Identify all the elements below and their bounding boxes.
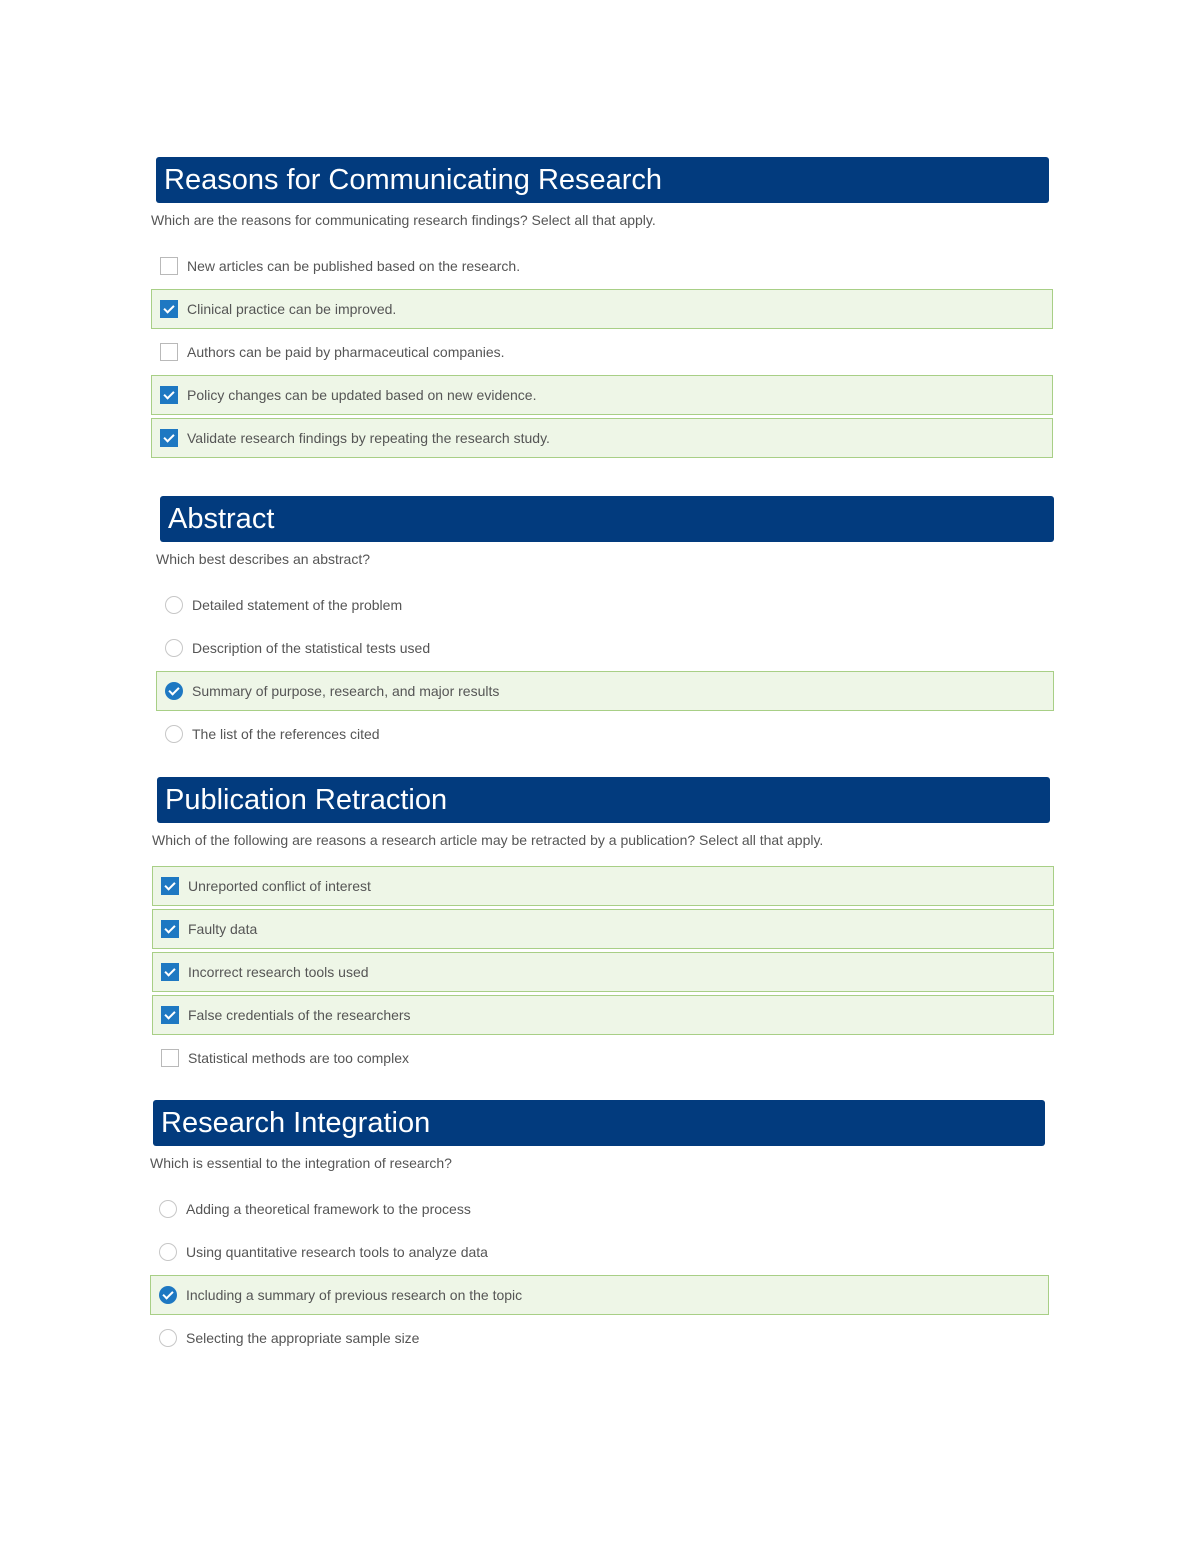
checkbox[interactable] [160,386,178,404]
option-checkbox[interactable] [152,1038,1054,1078]
option-label: Selecting the appropriate sample size [186,1330,420,1346]
option-label: Clinical practice can be improved. [187,301,397,317]
radio-button[interactable] [165,596,183,614]
radio-button[interactable] [159,1243,177,1261]
option-checkbox[interactable] [151,332,1053,372]
checkbox[interactable] [161,920,179,938]
section-header: Abstract [160,496,1054,542]
option-checkbox[interactable] [151,418,1053,458]
option-checkbox[interactable] [151,246,1053,286]
option-checkbox[interactable] [152,909,1054,949]
checkbox[interactable] [161,1006,179,1024]
question-text: Which are the reasons for communicating research findings? Select all that apply. [151,212,656,228]
option-checkbox[interactable] [151,375,1053,415]
radio-button[interactable] [159,1286,177,1304]
option-checkbox[interactable] [152,995,1054,1035]
option-checkbox[interactable] [151,289,1053,329]
option-radio[interactable] [156,671,1054,711]
checkbox[interactable] [161,877,179,895]
option-radio[interactable] [156,714,1054,754]
option-radio[interactable] [150,1232,1049,1272]
option-label: Authors can be paid by pharmaceutical companies. [187,344,505,360]
option-radio[interactable] [150,1275,1049,1315]
option-radio[interactable] [150,1189,1049,1229]
checkbox[interactable] [161,963,179,981]
quiz-abstract [156,496,1054,757]
checkbox[interactable] [160,257,178,275]
radio-button[interactable] [165,725,183,743]
option-label: Summary of purpose, research, and major results [192,683,500,699]
option-radio[interactable] [156,628,1054,668]
option-label: Adding a theoretical framework to the process [186,1201,471,1217]
option-label: Including a summary of previous research on the topic [186,1287,523,1303]
option-label: New articles can be published based on the research. [187,258,521,274]
radio-button[interactable] [165,639,183,657]
section-header: Publication Retraction [157,777,1050,823]
quiz-research-integration [150,1100,1049,1361]
radio-button[interactable] [159,1329,177,1347]
option-label: Validate research findings by repeating the research study. [187,430,550,446]
option-checkbox[interactable] [152,952,1054,992]
section-header: Research Integration [153,1100,1045,1146]
question-text: Which is essential to the integration of research? [150,1155,452,1171]
section-header: Reasons for Communicating Research [156,157,1049,203]
checkbox[interactable] [160,429,178,447]
quiz-publication-retraction [152,777,1054,1081]
option-label: Unreported conflict of interest [188,878,371,894]
checkbox[interactable] [160,300,178,318]
checkbox[interactable] [161,1049,179,1067]
option-radio[interactable] [156,585,1054,625]
option-label: The list of the references cited [192,726,380,742]
quiz-reasons-for-communicating-research [151,157,1053,461]
option-radio[interactable] [150,1318,1049,1358]
checkbox[interactable] [160,343,178,361]
option-label: Faulty data [188,921,258,937]
option-label: Description of the statistical tests used [192,640,431,656]
option-checkbox[interactable] [152,866,1054,906]
option-label: Statistical methods are too complex [188,1050,409,1066]
option-label: False credentials of the researchers [188,1007,411,1023]
question-text: Which best describes an abstract? [156,551,370,567]
radio-button[interactable] [165,682,183,700]
option-label: Using quantitative research tools to analyze data [186,1244,488,1260]
option-label: Policy changes can be updated based on new evidence. [187,387,537,403]
option-label: Incorrect research tools used [188,964,369,980]
radio-button[interactable] [159,1200,177,1218]
option-label: Detailed statement of the problem [192,597,403,613]
question-text: Which of the following are reasons a research article may be retracted by a publication? Select all that apply. [152,832,824,848]
